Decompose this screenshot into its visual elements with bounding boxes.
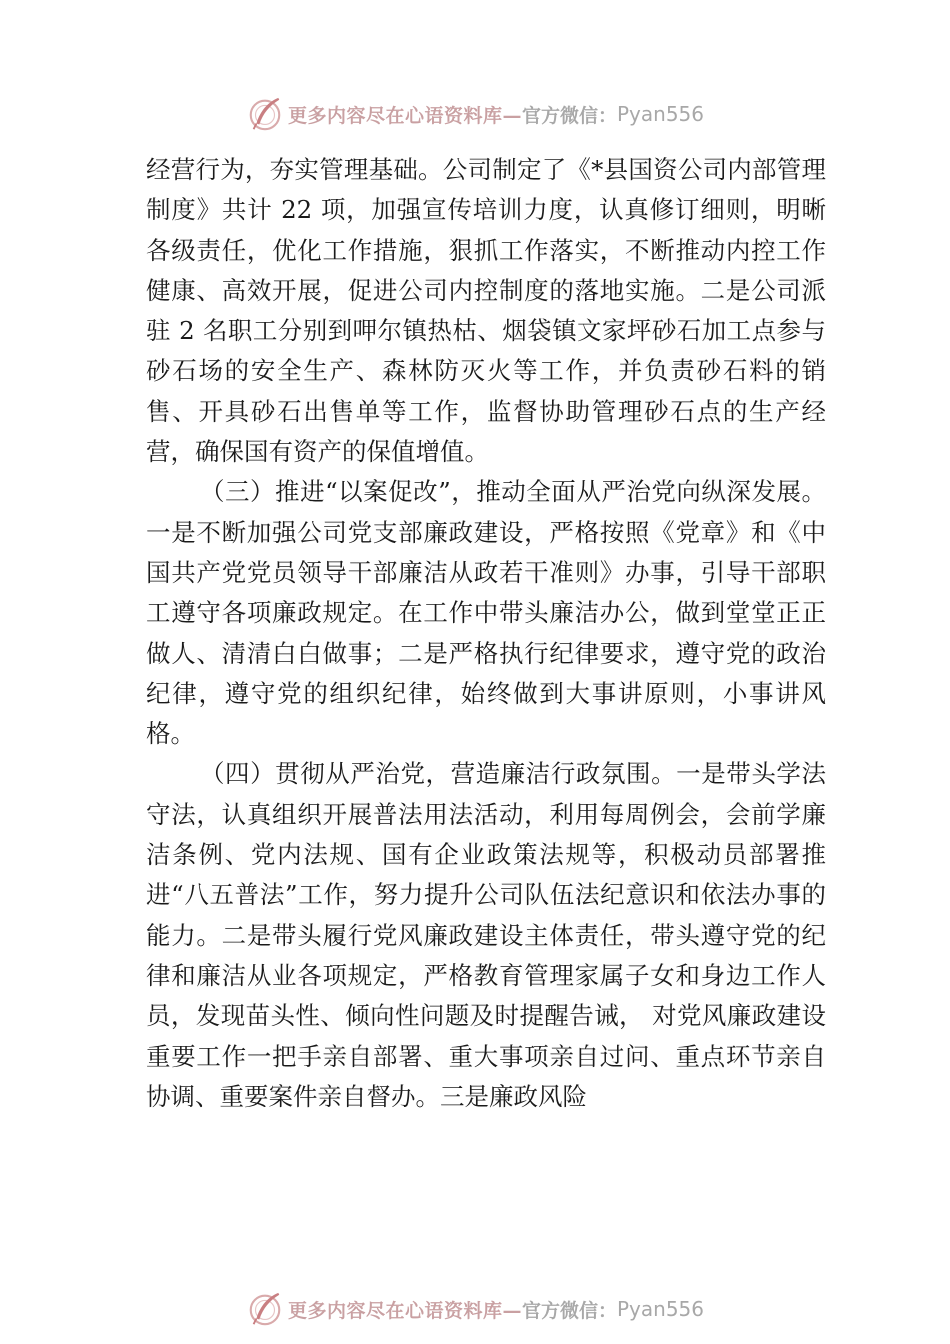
document-body	[146, 150, 826, 1117]
paragraph-1: 经营行为，夯实管理基础。公司制定了《*县国资公司内部管理制度》共计 22 项，加强宣传培训力度，认真修订细则，明晰各级责任，优化工作措施，狠抓工作落实，不断推动内控工作健康、高效开展，促进公司内控制度的落地实施。二是公司派驻 2 名职工分别到呷尔镇热枯、烟袋镇文家坪砂石加工点参与砂石场的安全生产、森林防灭火等工作，并负责砂石料的销售、开具砂石出售单等工作，监督协助管理砂石点的生产经营，确保国有资产的保值增值。	[146, 155, 826, 467]
header-watermark	[0, 94, 950, 134]
watermark-contact-label: 官方微信：	[521, 1299, 617, 1322]
watermark-wechat-id: Pyan556	[617, 102, 705, 126]
watermark-wechat-id: Pyan556	[617, 1297, 705, 1321]
feather-seal-logo-icon	[246, 1290, 284, 1328]
footer-watermark	[0, 1289, 950, 1329]
watermark-text: 更多内容尽在心语资料库—	[287, 1299, 522, 1322]
watermark-contact-label: 官方微信：	[521, 104, 617, 127]
paragraph-3: （四）贯彻从严治党，营造廉洁行政氛围。一是带头学法守法，认真组织开展普法用法活动，利用每周例会，会前学廉洁条例、党内法规、国有企业政策法规等，积极动员部署推进“八五普法”工作，努力提升公司队伍法纪意识和依法办事的能力。二是带头履行党风廉政建设主体责任，带头遵守党的纪律和廉洁从业各项规定，严格教育管理家属子女和身边工作人员，发现苗头性、倾向性问题及时提醒告诫， 对党风廉政建设重要工作一把手亲自部署、重大事项亲自过问、重点环节亲自协调、重要案件亲自督办。三是廉政风险	[146, 759, 826, 1111]
feather-seal-logo-icon	[246, 95, 284, 133]
watermark-text: 更多内容尽在心语资料库—	[287, 104, 522, 127]
paragraph-2: （三）推进“以案促改”，推动全面从严治党向纵深发展。一是不断加强公司党支部廉政建设，严格按照《党章》和《中国共产党党员领导干部廉洁从政若干准则》办事，引导干部职工遵守各项廉政规定。在工作中带头廉洁办公，做到堂堂正正做人、清清白白做事；二是严格执行纪律要求，遵守党的政治纪律，遵守党的组织纪律，始终做到大事讲原则，小事讲风格。	[146, 477, 826, 749]
